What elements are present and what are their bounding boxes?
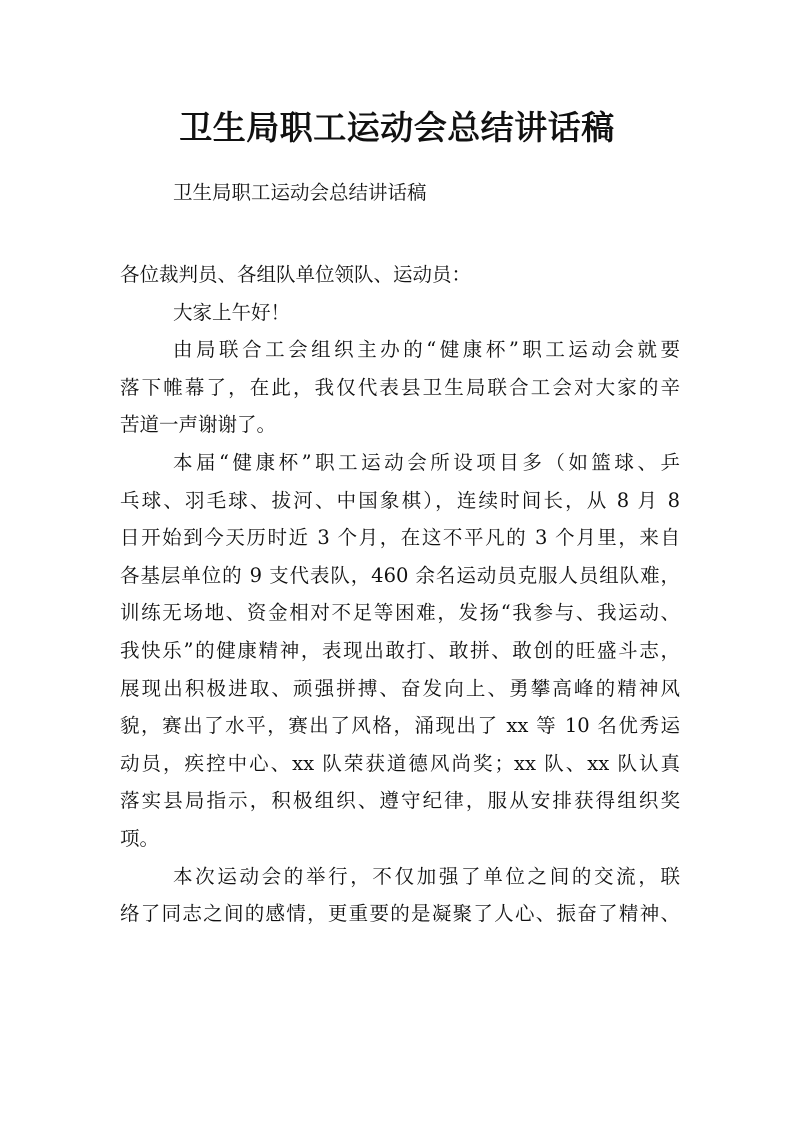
greeting <box>120 294 680 332</box>
paragraph-3 <box>120 858 680 933</box>
paragraph-2-line-9: 动员，疾控中心、xx 队荣获道德风尚奖；xx 队、xx 队认真 <box>120 751 680 775</box>
paragraph-2-line-6: 我快乐”的健康精神，表现出敢打、敢拼、敢创的旺盛斗志， <box>120 638 680 662</box>
salutation <box>120 256 680 294</box>
paragraph-3-line-2: 络了同志之间的感情，更重要的是凝聚了人心、振奋了精神、 <box>120 902 680 926</box>
document-subtitle: 卫生局职工运动会总结讲话稿 <box>173 181 427 204</box>
salutation-line: 各位裁判员、各组队单位领队、运动员： <box>120 263 472 286</box>
document-body <box>120 256 680 933</box>
paragraph-2-line-8: 貌，赛出了水平，赛出了风格，涌现出了 xx 等 10 名优秀运 <box>120 714 680 738</box>
paragraph-2-line-4: 各基层单位的 9 支代表队，460 余名运动员克服人员组队难， <box>120 563 680 587</box>
paragraph-2-line-2: 乓球、羽毛球、拔河、中国象棋），连续时间长，从 8 月 8 <box>120 488 680 512</box>
paragraph-2-line-3: 日开始到今天历时近 3 个月，在这不平凡的 3 个月里，来自 <box>120 526 680 550</box>
greeting-line: 大家上午好！ <box>173 300 291 324</box>
paragraph-2-line-7: 展现出积极进取、顽强拼搏、奋发向上、勇攀高峰的精神风 <box>120 676 680 700</box>
paragraph-2-line-11: 项。 <box>120 826 160 850</box>
paragraph-1-line-3: 苦道一声谢谢了。 <box>120 413 277 437</box>
paragraph-2-line-1: 本届“健康杯”职工运动会所设项目多（如篮球、乒 <box>173 450 680 474</box>
paragraph-3-line-1: 本次运动会的举行，不仅加强了单位之间的交流，联 <box>173 864 680 888</box>
paragraph-1-line-2: 落下帷幕了，在此，我仅代表县卫生局联合工会对大家的辛 <box>120 375 680 399</box>
paragraph-1 <box>120 331 680 444</box>
paragraph-2 <box>120 444 680 858</box>
paragraph-2-line-5: 训练无场地、资金相对不足等困难，发扬“我参与、我运动、 <box>120 601 680 625</box>
document-title: 卫生局职工运动会总结讲话稿 <box>179 108 615 147</box>
paragraph-2-line-10: 落实县局指示，积极组织、遵守纪律，服从安排获得组织奖 <box>120 789 680 813</box>
paragraph-1-line-1: 由局联合工会组织主办的“健康杯”职工运动会就要 <box>173 338 680 362</box>
